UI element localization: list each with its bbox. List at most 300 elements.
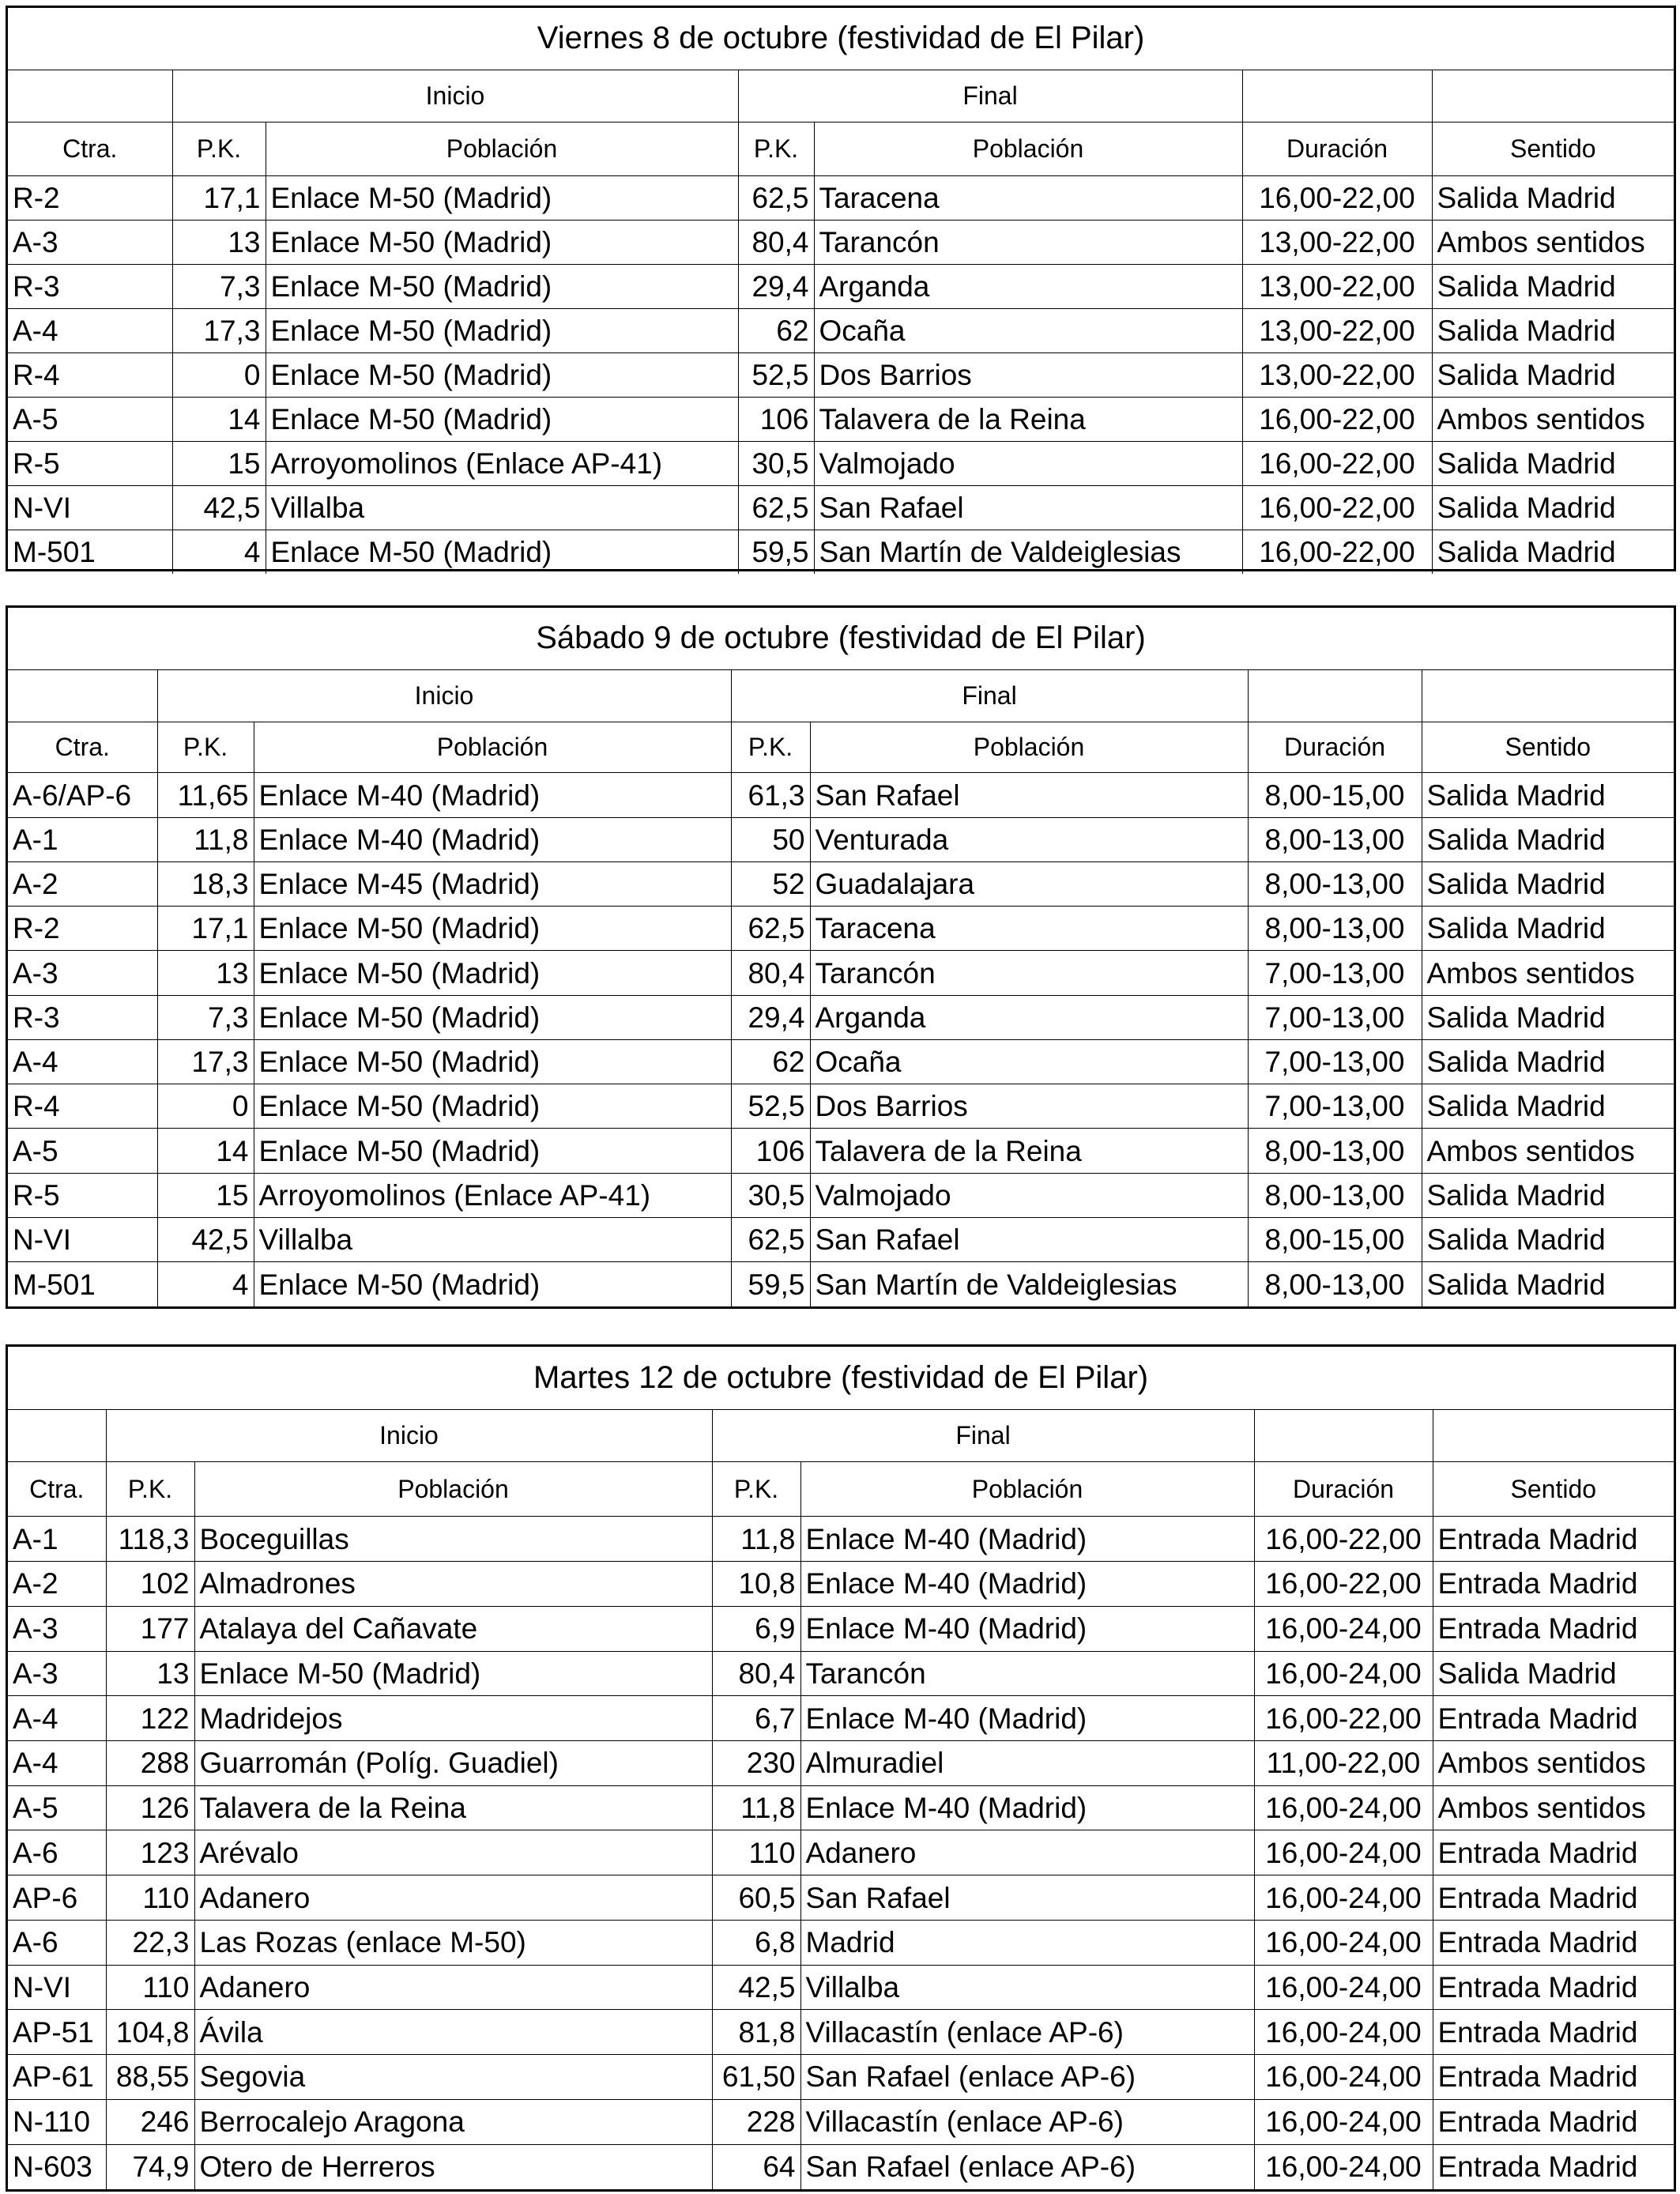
duracion-cell: 16,00-24,00	[1254, 1965, 1433, 2010]
ctra-cell: R-2	[8, 907, 157, 951]
sentido-cell: Salida Madrid	[1432, 264, 1674, 308]
pk-final-cell: 52	[731, 861, 810, 906]
poblacion-inicio-cell: Enlace M-50 (Madrid)	[266, 308, 738, 352]
table-row	[8, 2055, 1674, 2100]
sentido-cell: Salida Madrid	[1432, 441, 1674, 485]
ctra-cell: R-5	[8, 441, 172, 485]
column-header-row	[8, 722, 1674, 773]
poblacion-inicio-cell: Enlace M-45 (Madrid)	[254, 861, 731, 906]
sentido-cell: Entrada Madrid	[1433, 1517, 1674, 1562]
empty-cell	[8, 70, 172, 122]
duracion-cell: 16,00-24,00	[1254, 2010, 1433, 2055]
sentido-cell: Ambos sentidos	[1432, 397, 1674, 441]
sentido-cell: Entrada Madrid	[1433, 1920, 1674, 1965]
pk-final-cell: 61,50	[712, 2055, 800, 2100]
poblacion-final-header: Población	[814, 122, 1242, 175]
table-row	[8, 907, 1674, 951]
duracion-cell: 16,00-22,00	[1242, 441, 1432, 485]
sentido-cell: Entrada Madrid	[1433, 1696, 1674, 1741]
poblacion-inicio-cell: Segovia	[194, 2055, 712, 2100]
poblacion-final-cell: Venturada	[810, 817, 1248, 861]
ctra-cell: A-1	[8, 817, 157, 861]
poblacion-inicio-cell: Berrocalejo Aragona	[194, 2099, 712, 2144]
sentido-cell: Salida Madrid	[1422, 1262, 1674, 1306]
pk-final-cell: 60,5	[712, 1875, 800, 1921]
sentido-cell: Entrada Madrid	[1433, 2144, 1674, 2189]
pk-final-cell: 81,8	[712, 2010, 800, 2055]
ctra-cell: A-5	[8, 1129, 157, 1173]
ctra-cell: R-4	[8, 352, 172, 397]
poblacion-final-cell: San Martín de Valdeiglesias	[810, 1262, 1248, 1306]
sentido-cell: Salida Madrid	[1422, 861, 1674, 906]
pk-final-cell: 62,5	[731, 907, 810, 951]
empty-cell	[1433, 1409, 1674, 1462]
sentido-cell: Salida Madrid	[1422, 817, 1674, 861]
sentido-cell: Salida Madrid	[1432, 530, 1674, 574]
pk-inicio-cell: 104,8	[106, 2010, 194, 2055]
pk-final-cell: 230	[712, 1740, 800, 1785]
table-row	[8, 530, 1674, 574]
table-title-row	[8, 1347, 1674, 1409]
poblacion-final-cell: Almuradiel	[800, 1740, 1254, 1785]
ctra-cell: A-3	[8, 1651, 106, 1696]
sentido-cell: Salida Madrid	[1432, 352, 1674, 397]
table-row	[8, 1875, 1674, 1921]
duracion-cell: 7,00-13,00	[1248, 951, 1422, 995]
schedule-table	[8, 608, 1674, 1306]
poblacion-final-cell: Enlace M-40 (Madrid)	[800, 1562, 1254, 1607]
sentido-cell: Salida Madrid	[1422, 907, 1674, 951]
column-header-row	[8, 122, 1674, 175]
table-row	[8, 1606, 1674, 1651]
table-row	[8, 1920, 1674, 1965]
poblacion-final-cell: Adanero	[800, 1830, 1254, 1875]
ctra-cell: R-3	[8, 264, 172, 308]
poblacion-final-cell: Dos Barrios	[810, 1084, 1248, 1129]
duracion-cell: 8,00-13,00	[1248, 1129, 1422, 1173]
duracion-cell: 16,00-24,00	[1254, 1875, 1433, 1921]
ctra-cell: A-4	[8, 1039, 157, 1084]
pk-final-cell: 30,5	[731, 1173, 810, 1217]
poblacion-final-cell: Villalba	[800, 1965, 1254, 2010]
pk-inicio-cell: 15	[172, 441, 266, 485]
poblacion-inicio-cell: Enlace M-50 (Madrid)	[266, 175, 738, 220]
sentido-cell: Salida Madrid	[1422, 1173, 1674, 1217]
ctra-cell: R-2	[8, 175, 172, 220]
poblacion-inicio-cell: Enlace M-50 (Madrid)	[254, 1084, 731, 1129]
empty-cell	[1248, 669, 1422, 722]
table-row	[8, 2010, 1674, 2055]
pk-inicio-header: P.K.	[172, 122, 266, 175]
group-header-row	[8, 1409, 1674, 1462]
pk-final-cell: 80,4	[712, 1651, 800, 1696]
schedule-table	[8, 8, 1674, 574]
pk-final-cell: 62,5	[731, 1217, 810, 1261]
table-row	[8, 817, 1674, 861]
sentido-cell: Salida Madrid	[1422, 773, 1674, 817]
duracion-cell: 8,00-15,00	[1248, 773, 1422, 817]
poblacion-final-cell: Tarancón	[814, 220, 1242, 264]
poblacion-inicio-cell: Ávila	[194, 2010, 712, 2055]
table-row	[8, 995, 1674, 1039]
sentido-header: Sentido	[1433, 1462, 1674, 1517]
table-block-sabado	[6, 605, 1676, 1309]
ctra-cell: A-3	[8, 951, 157, 995]
pk-final-cell: 52,5	[731, 1084, 810, 1129]
pk-inicio-cell: 126	[106, 1785, 194, 1830]
poblacion-final-cell: San Rafael	[814, 485, 1242, 530]
sentido-cell: Ambos sentidos	[1433, 1740, 1674, 1785]
ctra-header: Ctra.	[8, 722, 157, 773]
table-title: Viernes 8 de octubre (festividad de El Pilar)	[8, 8, 1674, 70]
pk-final-cell: 6,7	[712, 1696, 800, 1741]
duracion-header: Duración	[1254, 1462, 1433, 1517]
pk-final-cell: 42,5	[712, 1965, 800, 2010]
ctra-cell: AP-6	[8, 1875, 106, 1921]
column-header-row	[8, 1462, 1674, 1517]
pk-inicio-cell: 123	[106, 1830, 194, 1875]
ctra-cell: A-3	[8, 220, 172, 264]
poblacion-final-cell: Talavera de la Reina	[810, 1129, 1248, 1173]
pk-inicio-header: P.K.	[157, 722, 254, 773]
pk-inicio-cell: 110	[106, 1875, 194, 1921]
table-row	[8, 1129, 1674, 1173]
poblacion-final-header: Población	[810, 722, 1248, 773]
poblacion-inicio-cell: Madridejos	[194, 1696, 712, 1741]
poblacion-final-cell: Enlace M-40 (Madrid)	[800, 1517, 1254, 1562]
pk-final-cell: 62,5	[738, 175, 814, 220]
table-row	[8, 1965, 1674, 2010]
pk-final-cell: 110	[712, 1830, 800, 1875]
table-row	[8, 1562, 1674, 1607]
sentido-header: Sentido	[1432, 122, 1674, 175]
duracion-cell: 16,00-24,00	[1254, 2144, 1433, 2189]
poblacion-final-cell: Ocaña	[810, 1039, 1248, 1084]
duracion-cell: 8,00-13,00	[1248, 907, 1422, 951]
poblacion-inicio-cell: Enlace M-50 (Madrid)	[254, 907, 731, 951]
poblacion-inicio-cell: Arroyomolinos (Enlace AP-41)	[266, 441, 738, 485]
pk-final-cell: 29,4	[731, 995, 810, 1039]
ctra-cell: A-4	[8, 308, 172, 352]
duracion-cell: 16,00-24,00	[1254, 1606, 1433, 1651]
empty-cell	[8, 1409, 106, 1462]
duracion-header: Duración	[1242, 122, 1432, 175]
poblacion-final-cell: Arganda	[810, 995, 1248, 1039]
sentido-cell: Ambos sentidos	[1422, 951, 1674, 995]
table-row	[8, 1084, 1674, 1129]
pk-final-cell: 62,5	[738, 485, 814, 530]
duracion-cell: 8,00-13,00	[1248, 1262, 1422, 1306]
pk-inicio-cell: 102	[106, 1562, 194, 1607]
poblacion-final-cell: Madrid	[800, 1920, 1254, 1965]
duracion-cell: 16,00-24,00	[1254, 1920, 1433, 1965]
poblacion-inicio-cell: Enlace M-50 (Madrid)	[266, 397, 738, 441]
pk-final-cell: 11,8	[712, 1517, 800, 1562]
table-row	[8, 1517, 1674, 1562]
pk-inicio-cell: 11,65	[157, 773, 254, 817]
table-row	[8, 352, 1674, 397]
poblacion-final-cell: Arganda	[814, 264, 1242, 308]
poblacion-inicio-cell: Talavera de la Reina	[194, 1785, 712, 1830]
pk-inicio-cell: 177	[106, 1606, 194, 1651]
pk-inicio-cell: 110	[106, 1965, 194, 2010]
sentido-cell: Entrada Madrid	[1433, 1875, 1674, 1921]
table-title-row	[8, 8, 1674, 70]
poblacion-inicio-cell: Enlace M-50 (Madrid)	[266, 264, 738, 308]
table-row	[8, 861, 1674, 906]
ctra-header: Ctra.	[8, 122, 172, 175]
poblacion-final-cell: Tarancón	[810, 951, 1248, 995]
pk-inicio-cell: 4	[172, 530, 266, 574]
pk-final-cell: 6,8	[712, 1920, 800, 1965]
pk-inicio-cell: 74,9	[106, 2144, 194, 2189]
duracion-cell: 16,00-22,00	[1254, 1517, 1433, 1562]
ctra-cell: A-4	[8, 1696, 106, 1741]
poblacion-inicio-cell: Atalaya del Cañavate	[194, 1606, 712, 1651]
pk-final-cell: 52,5	[738, 352, 814, 397]
empty-cell	[8, 669, 157, 722]
empty-cell	[1242, 70, 1432, 122]
poblacion-final-cell: Enlace M-40 (Madrid)	[800, 1606, 1254, 1651]
poblacion-inicio-cell: Villalba	[266, 485, 738, 530]
poblacion-inicio-cell: Boceguillas	[194, 1517, 712, 1562]
sentido-cell: Salida Madrid	[1432, 175, 1674, 220]
pk-final-cell: 106	[738, 397, 814, 441]
poblacion-inicio-cell: Enlace M-50 (Madrid)	[254, 1129, 731, 1173]
poblacion-final-cell: Dos Barrios	[814, 352, 1242, 397]
poblacion-inicio-header: Población	[266, 122, 738, 175]
pk-final-cell: 64	[712, 2144, 800, 2189]
ctra-cell: N-VI	[8, 1217, 157, 1261]
pk-inicio-cell: 0	[172, 352, 266, 397]
pk-final-cell: 50	[731, 817, 810, 861]
ctra-cell: R-5	[8, 1173, 157, 1217]
table-title: Sábado 9 de octubre (festividad de El Pilar)	[8, 608, 1674, 669]
ctra-cell: A-6	[8, 1830, 106, 1875]
duracion-cell: 16,00-22,00	[1242, 485, 1432, 530]
poblacion-final-cell: San Rafael (enlace AP-6)	[800, 2055, 1254, 2100]
duracion-header: Duración	[1248, 722, 1422, 773]
duracion-cell: 16,00-22,00	[1242, 530, 1432, 574]
poblacion-final-cell: Ocaña	[814, 308, 1242, 352]
empty-cell	[1432, 70, 1674, 122]
pk-final-cell: 11,8	[712, 1785, 800, 1830]
duracion-cell: 13,00-22,00	[1242, 352, 1432, 397]
pk-inicio-cell: 288	[106, 1740, 194, 1785]
sentido-cell: Salida Madrid	[1432, 485, 1674, 530]
sentido-header: Sentido	[1422, 722, 1674, 773]
pk-inicio-cell: 42,5	[172, 485, 266, 530]
table-row	[8, 264, 1674, 308]
ctra-cell: A-5	[8, 1785, 106, 1830]
poblacion-inicio-cell: Enlace M-40 (Madrid)	[254, 773, 731, 817]
poblacion-final-cell: Talavera de la Reina	[814, 397, 1242, 441]
sentido-cell: Ambos sentidos	[1432, 220, 1674, 264]
pk-final-cell: 228	[712, 2099, 800, 2144]
pk-inicio-header: P.K.	[106, 1462, 194, 1517]
poblacion-final-cell: Valmojado	[814, 441, 1242, 485]
table-title: Martes 12 de octubre (festividad de El Pilar)	[8, 1347, 1674, 1409]
pk-inicio-cell: 14	[172, 397, 266, 441]
table-row	[8, 1740, 1674, 1785]
pk-inicio-cell: 15	[157, 1173, 254, 1217]
ctra-header: Ctra.	[8, 1462, 106, 1517]
pk-final-cell: 80,4	[738, 220, 814, 264]
table-row	[8, 308, 1674, 352]
ctra-cell: N-VI	[8, 485, 172, 530]
duracion-cell: 16,00-22,00	[1254, 1562, 1433, 1607]
ctra-cell: A-4	[8, 1740, 106, 1785]
poblacion-inicio-cell: Almadrones	[194, 1562, 712, 1607]
ctra-cell: N-603	[8, 2144, 106, 2189]
pk-final-cell: 10,8	[712, 1562, 800, 1607]
poblacion-inicio-cell: Enlace M-40 (Madrid)	[254, 817, 731, 861]
ctra-cell: R-3	[8, 995, 157, 1039]
poblacion-inicio-cell: Arroyomolinos (Enlace AP-41)	[254, 1173, 731, 1217]
table-row	[8, 1830, 1674, 1875]
table-block-viernes	[6, 6, 1676, 571]
sentido-cell: Salida Madrid	[1433, 1651, 1674, 1696]
poblacion-final-cell: Valmojado	[810, 1173, 1248, 1217]
table-row	[8, 1696, 1674, 1741]
poblacion-final-header: Población	[800, 1462, 1254, 1517]
duracion-cell: 8,00-13,00	[1248, 1173, 1422, 1217]
empty-cell	[1422, 669, 1674, 722]
ctra-cell: N-110	[8, 2099, 106, 2144]
duracion-cell: 13,00-22,00	[1242, 308, 1432, 352]
pk-final-cell: 80,4	[731, 951, 810, 995]
duracion-cell: 16,00-24,00	[1254, 2099, 1433, 2144]
poblacion-inicio-cell: Enlace M-50 (Madrid)	[254, 951, 731, 995]
ctra-cell: AP-51	[8, 2010, 106, 2055]
group-inicio: Inicio	[172, 70, 738, 122]
pk-inicio-cell: 246	[106, 2099, 194, 2144]
poblacion-final-cell: San Martín de Valdeiglesias	[814, 530, 1242, 574]
table-row	[8, 1217, 1674, 1261]
sentido-cell: Salida Madrid	[1422, 1217, 1674, 1261]
ctra-cell: A-1	[8, 1517, 106, 1562]
duracion-cell: 16,00-24,00	[1254, 1651, 1433, 1696]
ctra-cell: A-2	[8, 1562, 106, 1607]
pk-final-cell: 6,9	[712, 1606, 800, 1651]
poblacion-inicio-cell: Enlace M-50 (Madrid)	[266, 352, 738, 397]
poblacion-final-cell: Tarancón	[800, 1651, 1254, 1696]
sentido-cell: Ambos sentidos	[1422, 1129, 1674, 1173]
pk-final-header: P.K.	[738, 122, 814, 175]
duracion-cell: 16,00-22,00	[1242, 397, 1432, 441]
group-inicio: Inicio	[106, 1409, 712, 1462]
sentido-cell: Entrada Madrid	[1433, 1830, 1674, 1875]
poblacion-inicio-cell: Otero de Herreros	[194, 2144, 712, 2189]
table-row	[8, 485, 1674, 530]
poblacion-final-cell: San Rafael	[800, 1875, 1254, 1921]
duracion-cell: 8,00-15,00	[1248, 1217, 1422, 1261]
ctra-cell: M-501	[8, 1262, 157, 1306]
table-row	[8, 951, 1674, 995]
table-row	[8, 397, 1674, 441]
duracion-cell: 13,00-22,00	[1242, 220, 1432, 264]
pk-inicio-cell: 13	[106, 1651, 194, 1696]
poblacion-inicio-cell: Enlace M-50 (Madrid)	[254, 1039, 731, 1084]
poblacion-final-cell: San Rafael (enlace AP-6)	[800, 2144, 1254, 2189]
poblacion-inicio-cell: Villalba	[254, 1217, 731, 1261]
schedule-table	[8, 1347, 1674, 2189]
pk-inicio-cell: 7,3	[157, 995, 254, 1039]
pk-inicio-cell: 4	[157, 1262, 254, 1306]
poblacion-final-cell: Taracena	[814, 175, 1242, 220]
poblacion-final-cell: Guadalajara	[810, 861, 1248, 906]
ctra-cell: R-4	[8, 1084, 157, 1129]
group-inicio: Inicio	[157, 669, 731, 722]
duracion-cell: 16,00-22,00	[1254, 1696, 1433, 1741]
table-block-martes	[6, 1344, 1676, 2192]
ctra-cell: A-3	[8, 1606, 106, 1651]
table-row	[8, 1651, 1674, 1696]
empty-cell	[1254, 1409, 1433, 1462]
duracion-cell: 13,00-22,00	[1242, 264, 1432, 308]
table-row	[8, 2099, 1674, 2144]
poblacion-inicio-cell: Enlace M-50 (Madrid)	[266, 220, 738, 264]
ctra-cell: A-2	[8, 861, 157, 906]
ctra-cell: N-VI	[8, 1965, 106, 2010]
sentido-cell: Salida Madrid	[1422, 1039, 1674, 1084]
sentido-cell: Entrada Madrid	[1433, 2099, 1674, 2144]
group-header-row	[8, 70, 1674, 122]
pk-inicio-cell: 13	[172, 220, 266, 264]
pk-inicio-cell: 122	[106, 1696, 194, 1741]
sentido-cell: Entrada Madrid	[1433, 1562, 1674, 1607]
pk-final-cell: 106	[731, 1129, 810, 1173]
duracion-cell: 11,00-22,00	[1254, 1740, 1433, 1785]
sentido-cell: Entrada Madrid	[1433, 1606, 1674, 1651]
ctra-cell: A-5	[8, 397, 172, 441]
group-final: Final	[738, 70, 1242, 122]
poblacion-inicio-cell: Enlace M-50 (Madrid)	[254, 1262, 731, 1306]
pk-final-cell: 30,5	[738, 441, 814, 485]
pk-inicio-cell: 118,3	[106, 1517, 194, 1562]
sentido-cell: Salida Madrid	[1432, 308, 1674, 352]
pk-final-cell: 61,3	[731, 773, 810, 817]
duracion-cell: 8,00-13,00	[1248, 861, 1422, 906]
table-row	[8, 773, 1674, 817]
table-row	[8, 1039, 1674, 1084]
sentido-cell: Salida Madrid	[1422, 1084, 1674, 1129]
duracion-cell: 7,00-13,00	[1248, 1084, 1422, 1129]
poblacion-inicio-cell: Enlace M-50 (Madrid)	[254, 995, 731, 1039]
table-row	[8, 1785, 1674, 1830]
group-final: Final	[712, 1409, 1254, 1462]
pk-inicio-cell: 0	[157, 1084, 254, 1129]
duracion-cell: 16,00-24,00	[1254, 1830, 1433, 1875]
ctra-cell: AP-61	[8, 2055, 106, 2100]
pk-inicio-cell: 18,3	[157, 861, 254, 906]
duracion-cell: 16,00-22,00	[1242, 175, 1432, 220]
poblacion-final-cell: Villacastín (enlace AP-6)	[800, 2010, 1254, 2055]
sentido-cell: Entrada Madrid	[1433, 1965, 1674, 2010]
pk-final-header: P.K.	[731, 722, 810, 773]
poblacion-inicio-header: Población	[254, 722, 731, 773]
ctra-cell: M-501	[8, 530, 172, 574]
duracion-cell: 16,00-24,00	[1254, 1785, 1433, 1830]
table-row	[8, 1262, 1674, 1306]
pk-inicio-cell: 17,1	[157, 907, 254, 951]
poblacion-inicio-header: Población	[194, 1462, 712, 1517]
poblacion-final-cell: Enlace M-40 (Madrid)	[800, 1696, 1254, 1741]
poblacion-final-cell: Villacastín (enlace AP-6)	[800, 2099, 1254, 2144]
poblacion-final-cell: Taracena	[810, 907, 1248, 951]
table-title-row	[8, 608, 1674, 669]
sentido-cell: Entrada Madrid	[1433, 2010, 1674, 2055]
